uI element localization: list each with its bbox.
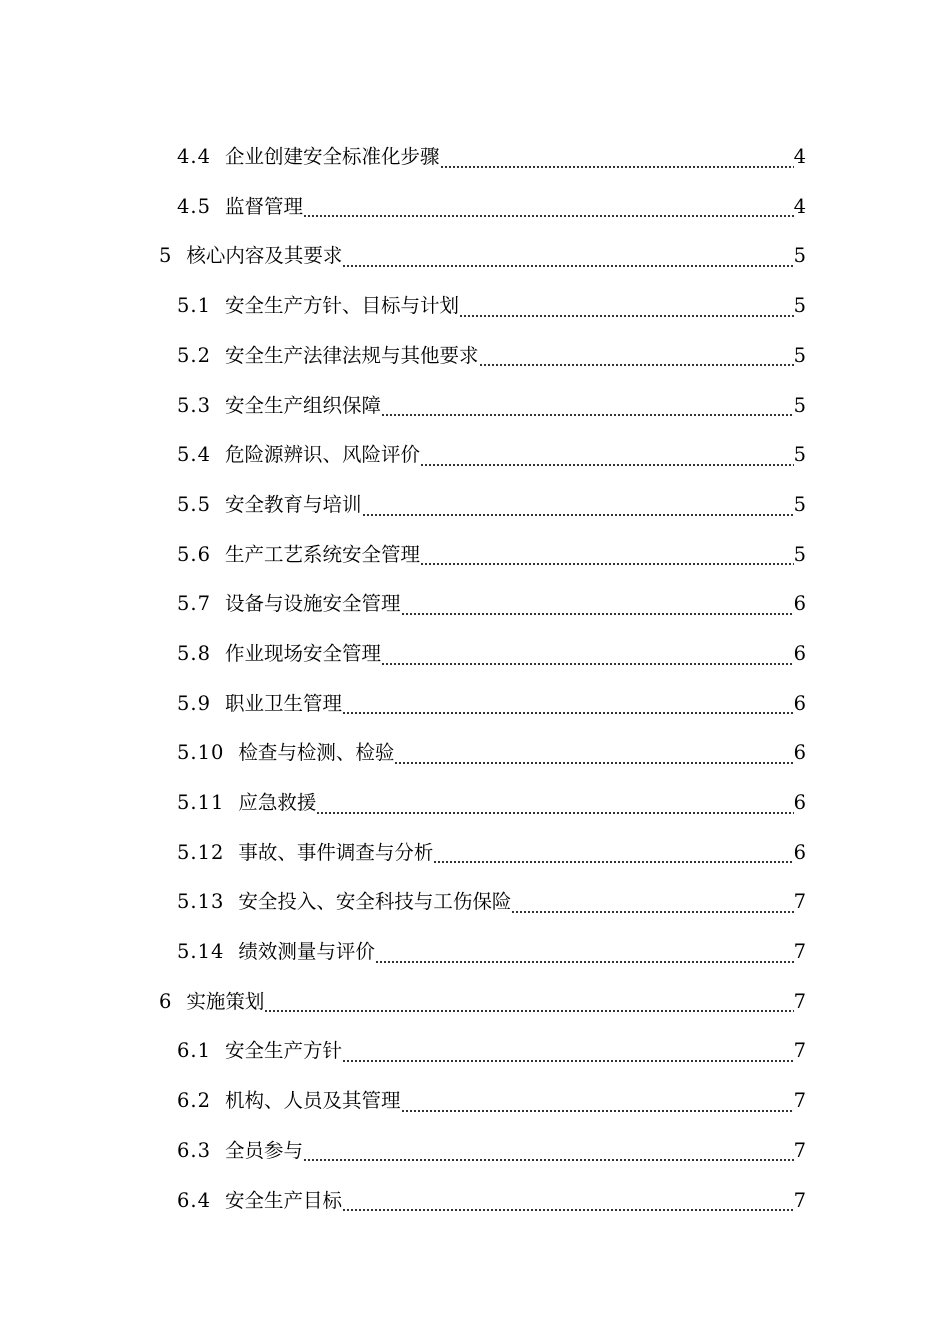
toc-entry-title: 事故、事件调查与分析 <box>238 840 434 864</box>
toc-entry-title: 机构、人员及其管理 <box>225 1089 401 1113</box>
toc-entry-number: 5.1 <box>177 294 212 318</box>
toc-entry[interactable] <box>0 629 950 679</box>
toc-dot-leader <box>401 596 794 616</box>
toc-entry-number: 5.14 <box>177 940 225 964</box>
toc-entry[interactable] <box>0 480 950 530</box>
toc-entry-number: 5.9 <box>177 691 212 715</box>
toc-entry-number: 5.6 <box>177 542 212 566</box>
toc-dot-leader <box>375 944 794 964</box>
toc-entry-number: 5.13 <box>177 890 225 914</box>
toc-dot-leader <box>264 993 793 1013</box>
toc-entry-title: 安全生产目标 <box>225 1188 343 1212</box>
toc-entry-page-number: 5 <box>793 244 806 268</box>
toc-entry-page-number: 7 <box>793 1039 806 1063</box>
toc-entry-title: 危险源辨识、风险评价 <box>225 443 421 467</box>
toc-entry[interactable] <box>0 231 950 281</box>
toc-entry-number: 6.4 <box>177 1188 212 1212</box>
toc-entry-number: 5 <box>159 244 173 268</box>
toc-dot-leader <box>433 844 793 864</box>
toc-entry-title: 实施策划 <box>186 989 265 1013</box>
toc-entry-page-number: 5 <box>793 492 806 516</box>
toc-entry[interactable] <box>0 778 950 828</box>
toc-entry-number: 5.10 <box>177 741 225 765</box>
toc-dot-leader <box>303 1142 794 1162</box>
toc-entry-title: 职业卫生管理 <box>225 691 343 715</box>
toc-entry-page-number: 6 <box>793 641 806 665</box>
toc-entry-page-number: 7 <box>793 940 806 964</box>
table-of-contents <box>0 132 950 1225</box>
toc-entry-page-number: 6 <box>793 741 806 765</box>
toc-entry-number: 6 <box>159 989 173 1013</box>
toc-dot-leader <box>303 198 794 218</box>
toc-entry-title: 绩效测量与评价 <box>238 940 375 964</box>
toc-entry-title: 安全投入、安全科技与工伤保险 <box>238 890 512 914</box>
toc-entry[interactable] <box>0 430 950 480</box>
toc-dot-leader <box>401 1093 794 1113</box>
toc-entry-number: 5.8 <box>177 641 212 665</box>
toc-dot-leader <box>381 646 794 666</box>
toc-entry[interactable] <box>0 728 950 778</box>
toc-dot-leader <box>342 1192 794 1212</box>
toc-entry[interactable] <box>0 927 950 977</box>
toc-entry-number: 5.2 <box>177 343 212 367</box>
toc-entry-page-number: 6 <box>793 791 806 815</box>
toc-entry[interactable] <box>0 331 950 381</box>
toc-entry-title: 核心内容及其要求 <box>186 244 343 268</box>
toc-entry[interactable] <box>0 1126 950 1176</box>
toc-entry-page-number: 7 <box>793 1188 806 1212</box>
toc-dot-leader <box>342 695 794 715</box>
toc-dot-leader <box>362 497 794 517</box>
toc-entry-title: 安全生产方针、目标与计划 <box>225 294 460 318</box>
toc-entry-title: 检查与检测、检验 <box>238 741 395 765</box>
toc-entry-title: 设备与设施安全管理 <box>225 592 401 616</box>
toc-entry-number: 6.3 <box>177 1138 212 1162</box>
toc-entry[interactable] <box>0 530 950 580</box>
toc-entry[interactable] <box>0 828 950 878</box>
toc-entry-title: 安全教育与培训 <box>225 492 362 516</box>
toc-entry-title: 生产工艺系统安全管理 <box>225 542 421 566</box>
toc-dot-leader <box>381 397 794 417</box>
toc-entry-number: 5.5 <box>177 492 212 516</box>
toc-entry-page-number: 5 <box>793 393 806 417</box>
toc-entry-number: 6.2 <box>177 1089 212 1113</box>
toc-dot-leader <box>511 894 793 914</box>
toc-entry-title: 作业现场安全管理 <box>225 641 382 665</box>
toc-entry-number: 5.7 <box>177 592 212 616</box>
toc-dot-leader <box>420 546 794 566</box>
toc-entry-page-number: 4 <box>793 194 806 218</box>
toc-entry-title: 应急救援 <box>238 791 317 815</box>
toc-entry[interactable] <box>0 1026 950 1076</box>
toc-entry[interactable] <box>0 182 950 232</box>
toc-dot-leader <box>459 298 794 318</box>
toc-dot-leader <box>342 1043 794 1063</box>
toc-entry-number: 5.4 <box>177 443 212 467</box>
toc-entry-number: 4.4 <box>177 145 212 169</box>
toc-entry-page-number: 6 <box>793 592 806 616</box>
toc-dot-leader <box>479 347 794 367</box>
toc-entry-page-number: 7 <box>793 1089 806 1113</box>
toc-dot-leader <box>394 745 793 765</box>
toc-entry-title: 安全生产组织保障 <box>225 393 382 417</box>
toc-entry-page-number: 5 <box>793 443 806 467</box>
toc-entry-number: 5.3 <box>177 393 212 417</box>
toc-entry-page-number: 4 <box>793 145 806 169</box>
toc-entry-number: 6.1 <box>177 1039 212 1063</box>
toc-entry-page-number: 6 <box>793 691 806 715</box>
toc-entry[interactable] <box>0 1076 950 1126</box>
toc-entry-title: 企业创建安全标准化步骤 <box>225 145 440 169</box>
toc-entry-page-number: 5 <box>793 343 806 367</box>
toc-dot-leader <box>440 149 794 169</box>
toc-entry-page-number: 7 <box>793 890 806 914</box>
toc-entry-title: 监督管理 <box>225 194 304 218</box>
toc-entry[interactable] <box>0 579 950 629</box>
toc-dot-leader <box>316 795 793 815</box>
toc-entry-page-number: 6 <box>793 840 806 864</box>
toc-entry-page-number: 5 <box>793 542 806 566</box>
toc-entry-number: 5.12 <box>177 840 225 864</box>
toc-entry-title: 全员参与 <box>225 1138 304 1162</box>
toc-entry-page-number: 7 <box>793 1138 806 1162</box>
toc-entry-number: 4.5 <box>177 194 212 218</box>
toc-dot-leader <box>342 248 793 268</box>
toc-entry[interactable] <box>0 281 950 331</box>
toc-entry-title: 安全生产方针 <box>225 1039 343 1063</box>
toc-entry-title: 安全生产法律法规与其他要求 <box>225 343 479 367</box>
toc-entry[interactable] <box>0 380 950 430</box>
toc-entry[interactable] <box>0 1175 950 1225</box>
toc-entry[interactable] <box>0 132 950 182</box>
toc-dot-leader <box>420 447 794 467</box>
toc-entry-number: 5.11 <box>177 791 225 815</box>
toc-entry[interactable] <box>0 679 950 729</box>
toc-entry-page-number: 5 <box>793 294 806 318</box>
toc-entry[interactable] <box>0 877 950 927</box>
toc-entry[interactable] <box>0 977 950 1027</box>
toc-entry-page-number: 7 <box>793 989 806 1013</box>
